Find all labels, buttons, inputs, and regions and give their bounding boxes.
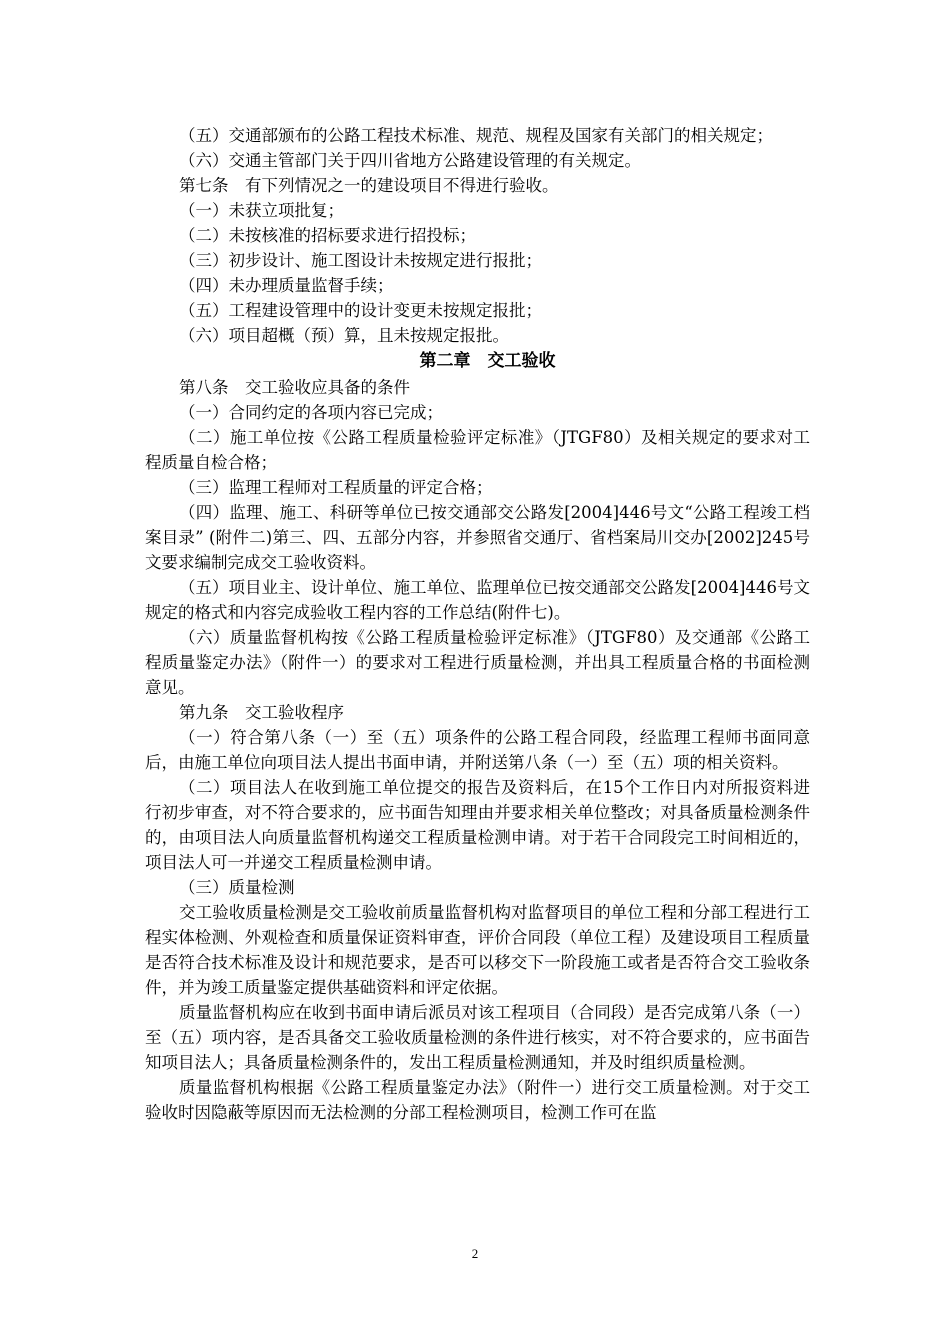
chapter-title: 第二章 交工验收 [419, 351, 556, 371]
list-item: （一）符合第八条（一）至（五）项条件的公路工程合同段，经监理工程师书面同意后，由施工单位向项目法人提出书面申请，并附送第八条（一）至（五）项的相关资料。 [145, 728, 810, 772]
paragraph: （六）交通主管部门关于四川省地方公路建设管理的有关规定。 [179, 151, 641, 170]
article-heading: 第七条 有下列情况之一的建设项目不得进行验收。 [179, 176, 559, 195]
article-heading: 第八条 交工验收应具备的条件 [179, 378, 410, 397]
paragraph: （五）交通部颁布的公路工程技术标准、规范、规程及国家有关部门的相关规定； [179, 126, 773, 145]
list-item: （五）项目业主、设计单位、施工单位、监理单位已按交通部交公路发[2004]446号文规定的格式和内容完成验收工程内容的工作总结(附件七)。 [145, 578, 810, 622]
list-item: （二）项目法人在收到施工单位提交的报告及资料后，在15个工作日内对所报资料进行初步审查，对不符合要求的，应书面告知理由并要求相关单位整改；对具备质量检测条件的，由项目法人向质量监督机构递交工程质量检测申请。对于若干合同段完工时间相近的，项目法人可一并递交工程质量检测申请。 [145, 778, 810, 872]
paragraph: 质量监督机构根据《公路工程质量鉴定办法》（附件一）进行交工质量检测。对于交工验收时因隐蔽等原因而无法检测的分部工程检测项目，检测工作可在监 [145, 1078, 810, 1122]
list-item: （一）未获立项批复； [179, 201, 344, 220]
list-item: （四）未办理质量监督手续； [179, 276, 394, 295]
list-item: （三）监理工程师对工程质量的评定合格； [179, 478, 493, 497]
list-item: （二）未按核准的招标要求进行招投标； [179, 226, 476, 245]
list-item: （一）合同约定的各项内容已完成； [179, 403, 443, 422]
paragraph: 交工验收质量检测是交工验收前质量监督机构对监督项目的单位工程和分部工程进行工程实体检测、外观检查和质量保证资料审查，评价合同段（单位工程）及建设项目工程质量是否符合技术标准及设计和规范要求，是否可以移交下一阶段施工或者是否符合交工验收条件，并为竣工质量鉴定提供基础资料和评定依据。 [145, 903, 810, 997]
list-item: （三）初步设计、施工图设计未按规定进行报批； [179, 251, 542, 270]
list-item: （五）工程建设管理中的设计变更未按规定报批； [179, 301, 542, 320]
paragraph: 质量监督机构应在收到书面申请后派员对该工程项目（合同段）是否完成第八条（一）至（五）项内容，是否具备交工验收质量检测的条件进行核实，对不符合要求的，应书面告知项目法人；具备质量检测条件的，发出工程质量检测通知，并及时组织质量检测。 [145, 1003, 810, 1072]
list-item: （二）施工单位按《公路工程质量检验评定标准》（JTGF80）及相关规定的要求对工程质量自检合格； [145, 428, 810, 472]
list-item: （六）项目超概（预）算，且未按规定报批。 [179, 326, 509, 345]
list-item: （六）质量监督机构按《公路工程质量检验评定标准》（JTGF80）及交通部《公路工程质量鉴定办法》（附件一）的要求对工程进行质量检测，并出具工程质量合格的书面检测意见。 [145, 628, 810, 697]
list-item: （四）监理、施工、科研等单位已按交通部交公路发[2004]446号文“公路工程竣工档案目录” (附件二)第三、四、五部分内容，并参照省交通厅、省档案局川交办[2002]245号文要求编制完成交工验收资料。 [145, 503, 810, 572]
article-heading: 第九条 交工验收程序 [179, 703, 344, 722]
section-heading: （三）质量检测 [179, 878, 295, 897]
page-number: 2 [471, 1246, 479, 1261]
document-body [145, 123, 810, 1125]
